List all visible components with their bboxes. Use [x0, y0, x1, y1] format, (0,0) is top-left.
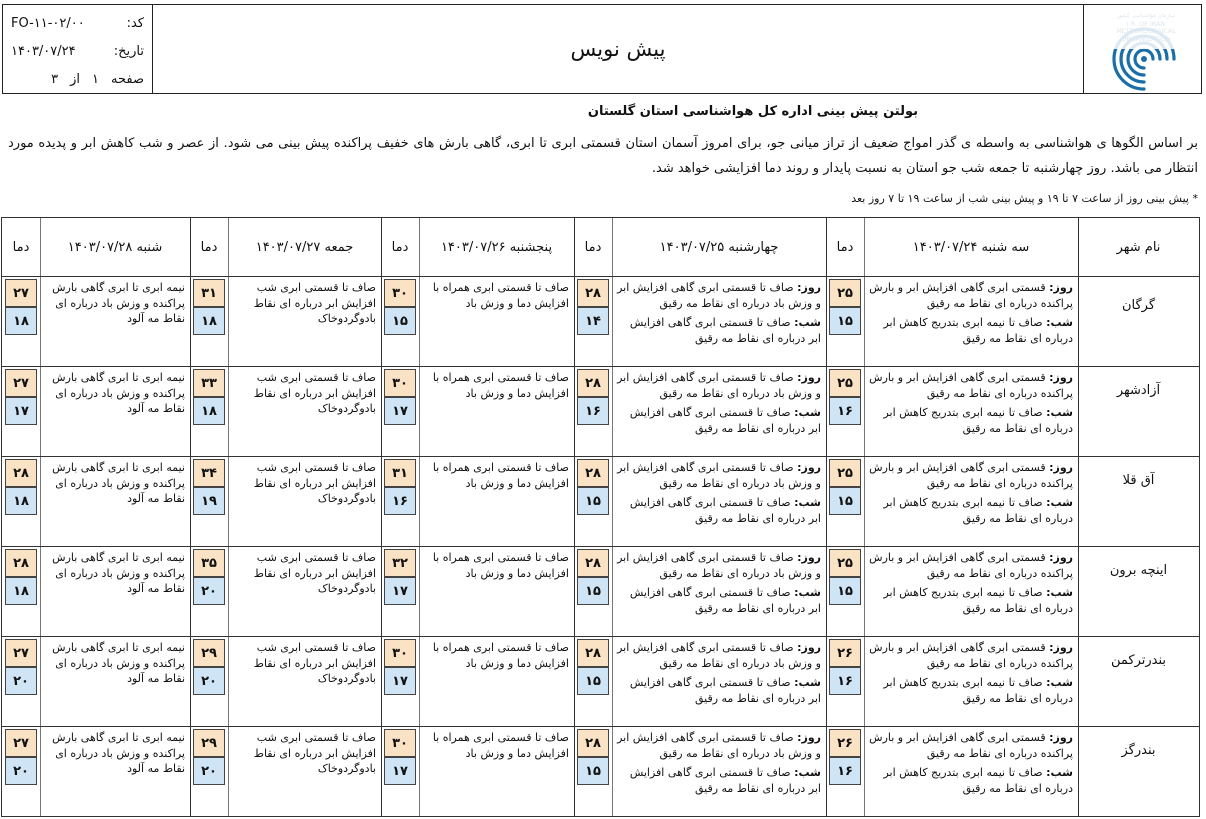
- night-forecast: [868, 675, 1073, 706]
- forecast-description: صاف تا قسمتی ابری شب افزایش ابر درباره ای نقاط بادوگردوخاک: [253, 281, 376, 325]
- day-column-header: چهارشنبه ۱۴۰۳/۰۷/۲۵: [659, 239, 779, 255]
- day-forecast: [868, 370, 1073, 401]
- row-divider: [2, 636, 1199, 637]
- night-prefix: شب:: [1046, 406, 1073, 419]
- day-prefix: روز:: [797, 551, 821, 564]
- max-temp: ۲۵: [829, 279, 861, 307]
- day-text: صاف تا قسمتی ابری گاهی افزایش ابر و وزش باد درباره ای نقاط مه رقیق: [617, 371, 821, 400]
- min-temp: ۱۶: [829, 667, 861, 695]
- min-temp: ۱۹: [193, 487, 225, 515]
- code-row: [11, 10, 144, 38]
- max-temp: ۲۷: [5, 639, 37, 667]
- forecast-description: [616, 280, 821, 346]
- max-temp: ۲۸: [577, 459, 609, 487]
- forecast-description: نیمه ابری تا ابری گاهی بارش پراکنده و وزش باد درباره ای نقاط مه آلود: [52, 551, 185, 595]
- min-temp: ۱۵: [829, 487, 861, 515]
- min-temp: ۱۸: [193, 307, 225, 335]
- min-temp: ۲۰: [193, 757, 225, 785]
- day-text: قسمتی ابری گاهی افزایش ابر و بارش پراکنده درباره ای نقاط مه رقیق: [869, 281, 1073, 310]
- min-temp: ۱۷: [5, 397, 37, 425]
- max-temp: ۳۰: [384, 639, 416, 667]
- max-temp: ۳۰: [384, 729, 416, 757]
- row-divider: [2, 276, 1199, 277]
- night-prefix: شب:: [794, 316, 821, 329]
- day-text: صاف تا قسمتی ابری گاهی افزایش ابر و وزش باد درباره ای نقاط مه رقیق: [617, 281, 821, 310]
- forecast-description: [868, 730, 1073, 796]
- night-text: صاف تا نیمه ابری بتدریج کاهش ابر درباره ای نقاط مه رقیق: [883, 496, 1073, 525]
- forecast-description: [616, 640, 821, 706]
- forecast-description: [616, 460, 821, 526]
- min-temp: ۱۷: [384, 667, 416, 695]
- min-temp: ۱۷: [384, 757, 416, 785]
- max-temp: ۳۳: [193, 369, 225, 397]
- night-text: صاف تا نیمه ابری بتدریج کاهش ابر درباره ای نقاط مه رقیق: [883, 316, 1073, 345]
- night-text: صاف تا نیمه ابری بتدریج کاهش ابر درباره ای نقاط مه رقیق: [883, 766, 1073, 795]
- min-temp: ۲۰: [193, 667, 225, 695]
- night-forecast: [868, 585, 1073, 616]
- night-prefix: شب:: [1046, 766, 1073, 779]
- forecast-description: صاف تا قسمتی ابری همراه با افزایش دما و وزش باد: [432, 461, 569, 490]
- min-temp: ۱۵: [829, 307, 861, 335]
- day-text: صاف تا قسمتی ابری گاهی افزایش ابر و وزش باد درباره ای نقاط مه رقیق: [617, 461, 821, 490]
- document-title: پیش نویس: [570, 37, 666, 61]
- day-prefix: روز:: [797, 281, 821, 294]
- max-temp: ۳۰: [384, 369, 416, 397]
- forecast-description: نیمه ابری تا ابری گاهی بارش پراکنده و وزش باد درباره ای نقاط مه آلود: [52, 461, 185, 505]
- row-divider: [2, 366, 1199, 367]
- night-forecast: [616, 765, 821, 796]
- day-forecast: [868, 460, 1073, 491]
- max-temp: ۳۵: [193, 549, 225, 577]
- night-text: صاف تا قسمتی ابری گاهی افزایش ابر درباره ای نقاط مه رقیق: [629, 496, 821, 525]
- night-prefix: شب:: [1046, 586, 1073, 599]
- day-forecast: [616, 640, 821, 671]
- day-column-header: پنجشنبه ۱۴۰۳/۰۷/۲۶: [440, 239, 553, 255]
- night-forecast: [868, 765, 1073, 796]
- max-temp: ۳۲: [384, 549, 416, 577]
- max-temp: ۲۵: [829, 459, 861, 487]
- date-value: ۱۴۰۳/۰۷/۲۴: [11, 44, 76, 59]
- forecast-description: [868, 370, 1073, 436]
- day-prefix: روز:: [1049, 641, 1073, 654]
- day-forecast: [616, 280, 821, 311]
- day-forecast: [868, 550, 1073, 581]
- city-name: بندرترکمن: [1110, 653, 1167, 668]
- forecast-description: [868, 460, 1073, 526]
- min-temp: ۱۸: [5, 577, 37, 605]
- night-forecast: [868, 405, 1073, 436]
- forecast-description: نیمه ابری تا ابری گاهی بارش پراکنده و وزش باد درباره ای نقاط مه آلود: [52, 281, 185, 325]
- page-label: صفحه: [111, 72, 144, 87]
- max-temp: ۲۸: [577, 729, 609, 757]
- date-label: تاریخ:: [113, 44, 144, 59]
- night-prefix: شب:: [794, 766, 821, 779]
- max-temp: ۳۰: [384, 279, 416, 307]
- night-forecast: [616, 675, 821, 706]
- code-value: FO-۱۱-۰۲/۰۰: [11, 16, 85, 31]
- day-prefix: روز:: [1049, 461, 1073, 474]
- max-temp: ۲۸: [5, 459, 37, 487]
- day-prefix: روز:: [797, 371, 821, 384]
- city-name: اینچه برون: [1109, 563, 1168, 578]
- min-temp: ۱۶: [384, 487, 416, 515]
- min-temp: ۲۰: [5, 667, 37, 695]
- day-text: صاف تا قسمتی ابری گاهی افزایش ابر و وزش باد درباره ای نقاط مه رقیق: [617, 731, 821, 760]
- night-forecast: [616, 585, 821, 616]
- min-temp: ۲۰: [193, 577, 225, 605]
- day-forecast: [868, 640, 1073, 671]
- day-column-header: شنبه ۱۴۰۳/۰۷/۲۸: [67, 239, 163, 255]
- max-temp: ۲۹: [193, 639, 225, 667]
- organization-logo: [1083, 5, 1201, 93]
- city-name: گرگان: [1121, 298, 1156, 313]
- night-text: صاف تا قسمتی ابری گاهی افزایش ابر درباره ای نقاط مه رقیق: [629, 316, 821, 345]
- forecast-description: نیمه ابری تا ابری گاهی بارش پراکنده و وزش باد درباره ای نقاط مه آلود: [52, 641, 185, 685]
- forecast-description: صاف تا قسمتی ابری همراه با افزایش دما و وزش باد: [432, 731, 569, 760]
- night-prefix: شب:: [794, 406, 821, 419]
- forecast-time-note: * پیش بینی روز از ساعت ۷ تا ۱۹ و پیش بینی شب از ساعت ۱۹ تا ۷ روز بعد: [851, 192, 1198, 205]
- day-text: صاف تا قسمتی ابری گاهی افزایش ابر و وزش باد درباره ای نقاط مه رقیق: [617, 551, 821, 580]
- day-prefix: روز:: [1049, 281, 1073, 294]
- min-temp: ۱۸: [5, 307, 37, 335]
- code-label: کد:: [126, 16, 144, 31]
- max-temp: ۳۱: [193, 279, 225, 307]
- min-temp: ۱۵: [577, 487, 609, 515]
- bulletin-title: بولتن پیش بینی اداره کل هواشناسی استان گلستان: [587, 104, 918, 119]
- day-text: قسمتی ابری گاهی افزایش ابر و بارش پراکنده درباره ای نقاط مه رقیق: [869, 641, 1073, 670]
- day-prefix: روز:: [1049, 371, 1073, 384]
- row-divider: [2, 546, 1199, 547]
- page-current: ۱: [92, 72, 100, 87]
- min-temp: ۱۸: [193, 397, 225, 425]
- forecast-description: [868, 550, 1073, 616]
- city-name: آق قلا: [1122, 473, 1155, 488]
- logo-spiral-icon: [1098, 13, 1188, 91]
- forecast-description: نیمه ابری تا ابری گاهی بارش پراکنده و وزش باد درباره ای نقاط مه آلود: [52, 731, 185, 775]
- forecast-description: [616, 550, 821, 616]
- max-temp: ۲۹: [193, 729, 225, 757]
- day-text: قسمتی ابری گاهی افزایش ابر و بارش پراکنده درباره ای نقاط مه رقیق: [869, 551, 1073, 580]
- night-prefix: شب:: [1046, 316, 1073, 329]
- night-prefix: شب:: [794, 676, 821, 689]
- forecast-table: [1, 217, 1200, 817]
- temp-column-header: دما: [836, 239, 854, 255]
- min-temp: ۲۰: [5, 757, 37, 785]
- min-temp: ۱۵: [577, 757, 609, 785]
- max-temp: ۳۱: [384, 459, 416, 487]
- max-temp: ۲۶: [829, 729, 861, 757]
- forecast-description: نیمه ابری تا ابری گاهی بارش پراکنده و وزش باد درباره ای نقاط مه آلود: [52, 371, 185, 415]
- day-prefix: روز:: [1049, 551, 1073, 564]
- row-divider: [2, 726, 1199, 727]
- night-forecast: [616, 315, 821, 346]
- day-prefix: روز:: [797, 731, 821, 744]
- night-prefix: شب:: [1046, 676, 1073, 689]
- min-temp: ۱۶: [829, 757, 861, 785]
- night-forecast: [616, 405, 821, 436]
- max-temp: ۲۵: [829, 549, 861, 577]
- max-temp: ۲۷: [5, 279, 37, 307]
- max-temp: ۲۸: [577, 549, 609, 577]
- forecast-description: صاف تا قسمتی ابری شب افزایش ابر درباره ای نقاط بادوگردوخاک: [253, 371, 376, 415]
- forecast-description: صاف تا قسمتی ابری شب افزایش ابر درباره ای نقاط بادوگردوخاک: [253, 461, 376, 505]
- date-row: [11, 38, 144, 66]
- max-temp: ۲۸: [577, 369, 609, 397]
- night-forecast: [616, 495, 821, 526]
- night-prefix: شب:: [1046, 496, 1073, 509]
- day-forecast: [616, 370, 821, 401]
- night-text: صاف تا قسمتی ابری گاهی افزایش ابر درباره ای نقاط مه رقیق: [629, 766, 821, 795]
- forecast-description: [868, 280, 1073, 346]
- forecast-description: [868, 640, 1073, 706]
- forecast-description: صاف تا قسمتی ابری شب افزایش ابر درباره ای نقاط بادوگردوخاک: [253, 731, 376, 775]
- min-temp: ۱۴: [577, 307, 609, 335]
- day-column-header: سه شنبه ۱۴۰۳/۰۷/۲۴: [912, 239, 1030, 255]
- day-column-header: جمعه ۱۴۰۳/۰۷/۲۷: [255, 239, 354, 255]
- min-temp: ۱۸: [5, 487, 37, 515]
- row-divider: [2, 456, 1199, 457]
- document-header: [2, 4, 1202, 94]
- max-temp: ۲۸: [577, 639, 609, 667]
- forecast-description: صاف تا قسمتی ابری همراه با افزایش دما و وزش باد: [432, 281, 569, 310]
- day-prefix: روز:: [1049, 731, 1073, 744]
- day-text: قسمتی ابری گاهی افزایش ابر و بارش پراکنده درباره ای نقاط مه رقیق: [869, 371, 1073, 400]
- forecast-description: صاف تا قسمتی ابری همراه با افزایش دما و وزش باد: [432, 641, 569, 670]
- max-temp: ۲۷: [5, 729, 37, 757]
- min-temp: ۱۵: [384, 307, 416, 335]
- page-of: از: [70, 72, 81, 87]
- day-forecast: [616, 730, 821, 761]
- night-text: صاف تا قسمتی ابری گاهی افزایش ابر درباره ای نقاط مه رقیق: [629, 586, 821, 615]
- night-prefix: شب:: [794, 586, 821, 599]
- min-temp: ۱۵: [577, 667, 609, 695]
- min-temp: ۱۵: [577, 577, 609, 605]
- day-prefix: روز:: [797, 641, 821, 654]
- temp-column-header: دما: [584, 239, 602, 255]
- max-temp: ۲۷: [5, 369, 37, 397]
- city-column-header: نام شهر: [1116, 239, 1161, 255]
- forecast-description: صاف تا قسمتی ابری همراه با افزایش دما و وزش باد: [432, 371, 569, 400]
- night-forecast: [868, 495, 1073, 526]
- temp-column-header: دما: [200, 239, 218, 255]
- city-name: بندرگز: [1121, 743, 1156, 758]
- forecast-description: صاف تا قسمتی ابری شب افزایش ابر درباره ای نقاط بادوگردوخاک: [253, 551, 376, 595]
- max-temp: ۲۸: [5, 549, 37, 577]
- night-text: صاف تا نیمه ابری بتدریج کاهش ابر درباره ای نقاط مه رقیق: [883, 676, 1073, 705]
- page-row: [11, 66, 144, 94]
- night-text: صاف تا نیمه ابری بتدریج کاهش ابر درباره ای نقاط مه رقیق: [883, 406, 1073, 435]
- night-prefix: شب:: [794, 496, 821, 509]
- night-text: صاف تا قسمتی ابری گاهی افزایش ابر درباره ای نقاط مه رقیق: [629, 406, 821, 435]
- day-forecast: [868, 280, 1073, 311]
- day-text: قسمتی ابری گاهی افزایش ابر و بارش پراکنده درباره ای نقاط مه رقیق: [869, 461, 1073, 490]
- min-temp: ۱۶: [577, 397, 609, 425]
- day-prefix: روز:: [797, 461, 821, 474]
- day-forecast: [616, 550, 821, 581]
- max-temp: ۲۵: [829, 369, 861, 397]
- day-text: قسمتی ابری گاهی افزایش ابر و بارش پراکنده درباره ای نقاط مه رقیق: [869, 731, 1073, 760]
- document-meta: [3, 5, 153, 93]
- forecast-description: صاف تا قسمتی ابری شب افزایش ابر درباره ای نقاط بادوگردوخاک: [253, 641, 376, 685]
- day-forecast: [616, 460, 821, 491]
- min-temp: ۱۵: [829, 577, 861, 605]
- temp-column-header: دما: [391, 239, 409, 255]
- forecast-description: [616, 370, 821, 436]
- bulletin-paragraph: بر اساس الگوها ی هواشناسی به واسطه ی گذر امواج ضعیف از تراز میانی جو، برای امروز آسمان استان قسمتی ابری تا ابری، گاهی بارش های خفیف پراکنده پیش بینی می شود. از عصر و شب کاهش ابر و پدیده مورد انتظار می باشد. روز چهارشنبه تا جمعه شب جو استان به نسبت پایدار و روند دما افزایشی خواهد شد.: [8, 136, 1198, 176]
- night-text: صاف تا نیمه ابری بتدریج کاهش ابر درباره ای نقاط مه رقیق: [883, 586, 1073, 615]
- night-forecast: [868, 315, 1073, 346]
- day-forecast: [868, 730, 1073, 761]
- max-temp: ۲۶: [829, 639, 861, 667]
- min-temp: ۱۷: [384, 577, 416, 605]
- forecast-description: صاف تا قسمتی ابری همراه با افزایش دما و وزش باد: [432, 551, 569, 580]
- day-text: صاف تا قسمتی ابری گاهی افزایش ابر و وزش باد درباره ای نقاط مه رقیق: [617, 641, 821, 670]
- max-temp: ۲۸: [577, 279, 609, 307]
- min-temp: ۱۷: [384, 397, 416, 425]
- temp-column-header: دما: [12, 239, 30, 255]
- city-name: آزادشهر: [1116, 383, 1161, 398]
- forecast-description: [616, 730, 821, 796]
- page-total: ۳: [51, 72, 59, 87]
- min-temp: ۱۶: [829, 397, 861, 425]
- night-text: صاف تا قسمتی ابری گاهی افزایش ابر درباره ای نقاط مه رقیق: [629, 676, 821, 705]
- max-temp: ۳۴: [193, 459, 225, 487]
